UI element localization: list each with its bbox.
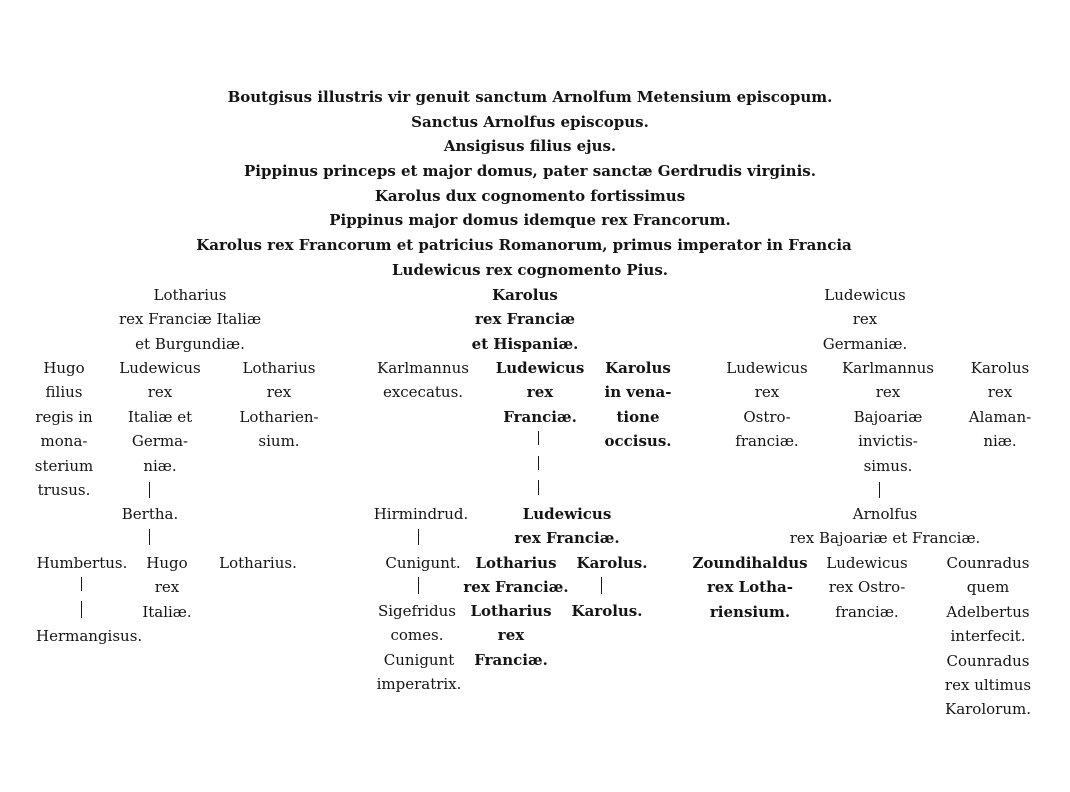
name-line: Hirmindrud. xyxy=(373,505,469,523)
connector-line xyxy=(81,601,82,618)
ludewicus-ostrofrancia xyxy=(726,356,808,454)
lineage-line-6: Pippinus major domus idemque rex Francorum. xyxy=(329,211,731,229)
hugo-monk xyxy=(35,356,93,502)
text-line: rex Lotha- xyxy=(707,578,793,597)
text-line: trusus. xyxy=(37,481,91,500)
text-line: mona- xyxy=(40,432,88,451)
name-line: Ludewicus xyxy=(119,359,201,377)
ludewicus-francia-ii xyxy=(514,502,619,551)
text-line: rex ultimus xyxy=(944,676,1032,695)
cunigunt xyxy=(385,551,460,575)
connector-line xyxy=(418,529,419,545)
bertha xyxy=(122,502,178,526)
text-line: quem xyxy=(966,578,1010,597)
text-line: rex xyxy=(266,383,292,402)
text-line: imperatrix. xyxy=(376,675,462,694)
cunigunt-imperatrix xyxy=(377,648,462,697)
text-line: Ostro- xyxy=(743,407,791,426)
name-line: Hugo xyxy=(43,359,85,377)
text-line: invictis- xyxy=(858,432,918,451)
karlmannus-blinded xyxy=(377,356,469,405)
text-line: Counradus xyxy=(946,651,1030,670)
karolus-head xyxy=(472,283,579,356)
humbertus xyxy=(37,551,128,575)
connector-line xyxy=(538,456,539,470)
sigefridus xyxy=(378,599,456,648)
hugo-king-italy xyxy=(142,551,191,624)
name-line: Counradus xyxy=(946,554,1030,572)
karolus-iii xyxy=(572,599,643,623)
text-line: Bajoariæ xyxy=(853,407,923,426)
text-line: in vena- xyxy=(604,383,672,402)
text-line: Italiæ. xyxy=(142,602,192,621)
title-line: rex Franciæ xyxy=(475,310,575,329)
text-line: regis in xyxy=(35,407,93,426)
text-line: rex Franciæ. xyxy=(463,578,569,597)
karolus-alamannia xyxy=(969,356,1031,454)
text-line: rex Ostro- xyxy=(828,578,906,597)
title-line: et Hispaniæ. xyxy=(471,334,579,353)
connector-line xyxy=(149,482,150,498)
text-line: tione xyxy=(616,407,660,426)
lineage-line-8: Ludewicus rex cognomento Pius. xyxy=(392,261,668,279)
name-line: Cunigunt. xyxy=(385,554,461,572)
lineage-line-1: Boutgisus illustris vir genuit sanctum Arnolfum Metensium episcopum. xyxy=(227,88,833,106)
text-line: rex xyxy=(154,578,180,597)
name-line: Karlmannus xyxy=(842,359,934,377)
karlmannus-bavaria xyxy=(842,356,934,478)
hermangisus xyxy=(36,624,142,648)
connector-line xyxy=(601,577,602,594)
name-line: Zoundihaldus xyxy=(692,554,808,572)
text-line: occisus. xyxy=(604,432,672,451)
connector-line xyxy=(538,431,539,445)
karolus-simplex xyxy=(577,551,648,575)
lotharius-lotharingia xyxy=(239,356,318,454)
lotharius-head xyxy=(119,283,261,356)
lineage-line-5: Karolus dux cognomento fortissimus xyxy=(374,187,686,205)
title-line: rex Franciæ Italiæ xyxy=(118,310,262,329)
name-line: Ludewicus xyxy=(726,359,808,377)
connector-line xyxy=(879,482,880,498)
text-line: interfecit. xyxy=(950,627,1026,646)
text-line: rex xyxy=(147,383,173,402)
name-line: Karolus. xyxy=(571,602,643,620)
text-line: franciæ. xyxy=(835,602,899,621)
name-line: Ludewicus xyxy=(495,359,585,377)
text-line: rex xyxy=(987,383,1013,402)
name-line: Ludewicus xyxy=(824,286,906,304)
arnolfus xyxy=(790,502,981,551)
text-line: Franciæ. xyxy=(474,650,548,669)
lineage-line-3: Ansigisus filius ejus. xyxy=(443,137,617,155)
text-line: franciæ. xyxy=(735,432,799,451)
name-line: Karolus xyxy=(970,359,1030,377)
name-line: Karolus. xyxy=(576,554,648,572)
ludewicus-ostrofrancia-ii xyxy=(826,551,908,624)
text-line: sterium xyxy=(34,456,94,475)
name-line: Hugo xyxy=(146,554,188,572)
text-line: Adelbertus xyxy=(946,602,1030,621)
name-line: Sigefridus xyxy=(377,602,457,620)
lineage-line-2: Sanctus Arnolfus episcopus. xyxy=(411,113,649,131)
connector-line xyxy=(149,529,150,545)
text-line: rex xyxy=(497,626,525,645)
text-line: niæ. xyxy=(143,456,177,475)
name-line: Humbertus. xyxy=(36,554,128,572)
name-line: Cunigunt xyxy=(383,651,455,669)
name-line: Lotharius xyxy=(153,286,227,304)
text-line: filius xyxy=(45,383,83,402)
lotharius-francia xyxy=(463,551,568,600)
name-line: Ludewicus xyxy=(826,554,908,572)
name-line: Lotharius. xyxy=(219,554,297,572)
counradus xyxy=(945,551,1031,722)
text-line: Alaman- xyxy=(968,407,1032,426)
lineage-line-4: Pippinus princeps et major domus, pater sanctæ Gerdrudis virginis. xyxy=(244,162,816,180)
text-line: niæ. xyxy=(983,432,1017,451)
name-line: Karlmannus xyxy=(377,359,469,377)
title-line: et Burgundiæ. xyxy=(135,334,245,353)
lotharius-francia-ii xyxy=(470,599,551,672)
text-line: Germa- xyxy=(131,432,189,451)
name-line: Ludewicus xyxy=(522,505,612,523)
text-line: rex xyxy=(754,383,780,402)
karolus-hunting xyxy=(605,356,672,454)
text-line: riensium. xyxy=(709,602,791,621)
lineage-line-7: Karolus rex Francorum et patricius Romanorum, primus imperator in Francia xyxy=(196,236,852,254)
text-line: Franciæ. xyxy=(503,407,577,426)
name-line: Lotharius xyxy=(470,602,552,620)
text-line: excecatus. xyxy=(382,383,464,402)
text-line: simus. xyxy=(863,456,913,475)
text-line: rex xyxy=(526,383,554,402)
text-line: Karolorum. xyxy=(944,700,1032,719)
name-line: Lotharius xyxy=(475,554,557,572)
text-line: comes. xyxy=(390,626,444,645)
text-line: rex Bajoariæ et Franciæ. xyxy=(789,529,981,548)
name-line: Hermangisus. xyxy=(36,627,143,645)
connector-line xyxy=(418,577,419,594)
text-line: sium. xyxy=(258,432,300,451)
name-line: Bertha. xyxy=(121,505,179,523)
connector-line xyxy=(538,480,539,495)
ludewicus-francia xyxy=(496,356,585,429)
lotharius-son xyxy=(219,551,297,575)
ludewicus-italy xyxy=(119,356,201,478)
hirmindrud xyxy=(374,502,469,526)
zoundihaldus xyxy=(692,551,807,624)
title-line: rex xyxy=(852,310,878,329)
text-line: Italiæ et xyxy=(127,407,193,426)
name-line: Karolus xyxy=(492,286,558,304)
text-line: rex Franciæ. xyxy=(514,529,620,548)
text-line: Lotharien- xyxy=(239,407,319,426)
name-line: Lotharius xyxy=(242,359,316,377)
name-line: Karolus xyxy=(605,359,671,377)
title-line: Germaniæ. xyxy=(822,334,908,353)
text-line: rex xyxy=(875,383,901,402)
name-line: Arnolfus xyxy=(852,505,918,523)
connector-line xyxy=(81,577,82,591)
ludewicus-head xyxy=(823,283,908,356)
